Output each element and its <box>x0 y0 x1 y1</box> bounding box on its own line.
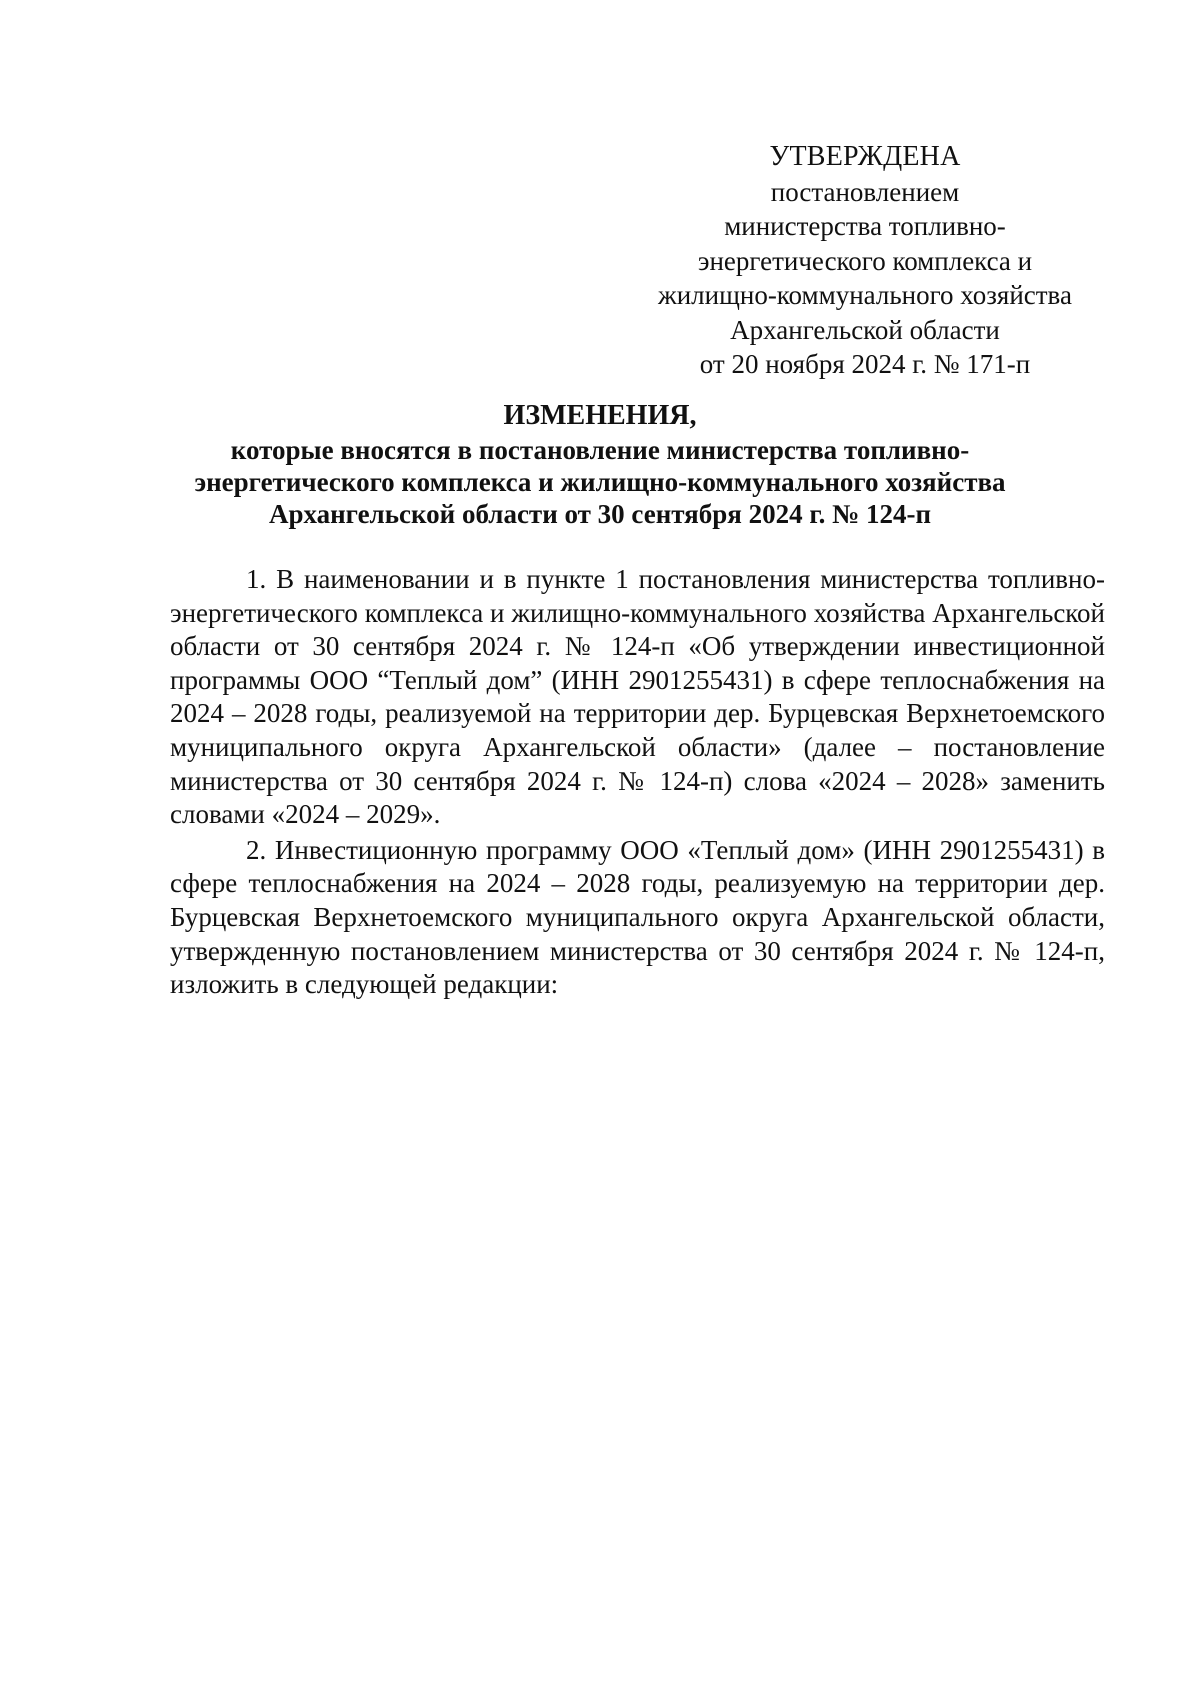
document-subtitle-line: которые вносятся в постановление министерства топливно- <box>230 435 970 465</box>
document-heading <box>150 400 1050 530</box>
approval-line: министерства топливно- <box>724 211 1006 241</box>
paragraph-1: 1. В наименовании и в пункте 1 постановления министерства топливно-энергетического комплекса и жилищно-коммунального хозяйства Архангельской области от 30 сентября 2024 г. № 124-п «Об утверждении инвестиционной программы ООО “Теплый дом” (ИНН 2901255431) в сфере теплоснабжения на 2024 – 2028 годы, реализуемой на территории дер. Бурцевская Верхнетоемского муниципального округа Архангельской области» (далее – постановление министерства от 30 сентября 2024 г. № 124-п) слова «2024 – 2028» заменить словами «2024 – 2029». <box>170 564 1105 830</box>
paragraph-2: 2. Инвестиционную программу ООО «Теплый дом» (ИНН 2901255431) в сфере теплоснабжения на 2024 – 2028 годы, реализуемую на территории дер. Бурцевская Верхнетоемского муниципального округа Архангельской области, утвержденную постановлением министерства от 30 сентября 2024 г. № 124-п, изложить в следующей редакции: <box>170 834 1105 1000</box>
document-subtitle-line: энергетического комплекса и жилищно-коммунального хозяйства <box>194 467 1006 497</box>
approval-block <box>630 140 1100 382</box>
approval-stamp: УТВЕРЖДЕНА <box>769 141 961 172</box>
document-body <box>170 563 1105 1002</box>
document-title: ИЗМЕНЕНИЯ, <box>503 400 697 431</box>
document-subtitle-line: Архангельской области от 30 сентября 2024 г. № 124-п <box>268 499 932 529</box>
approval-line: Архангельской области <box>730 314 1000 345</box>
approval-line: энергетического комплекса и <box>697 245 1033 276</box>
approval-line: жилищно-коммунального хозяйства <box>658 280 1072 310</box>
approval-line: от 20 ноября 2024 г. № 171-п <box>699 349 1031 379</box>
approval-line: постановлением <box>770 176 960 207</box>
